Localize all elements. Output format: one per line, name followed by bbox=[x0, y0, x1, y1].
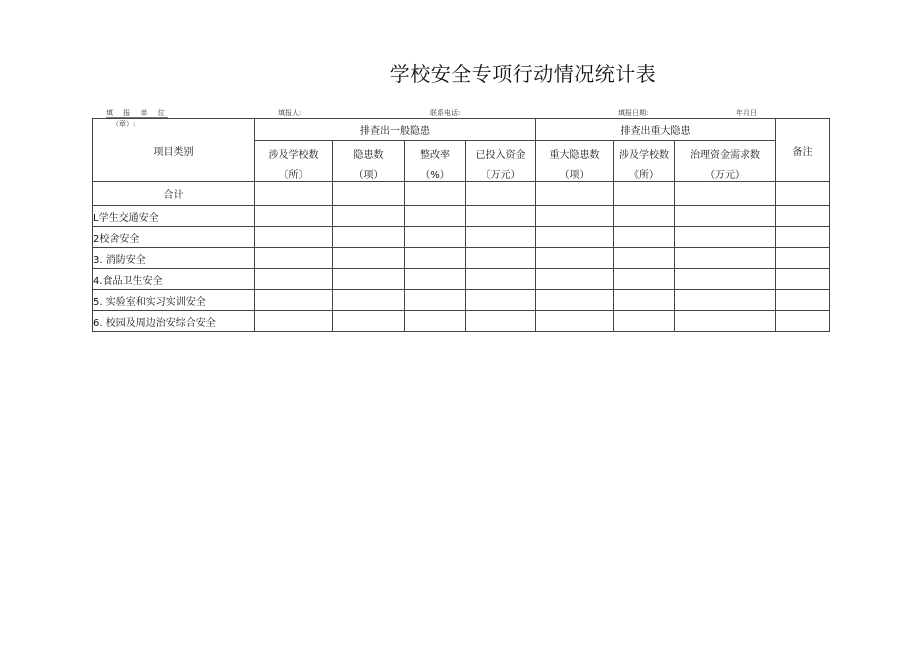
table-cell[interactable] bbox=[675, 227, 776, 248]
table-cell[interactable] bbox=[333, 227, 405, 248]
col-header-rectification-rate: 整改率 bbox=[405, 141, 466, 167]
table-cell[interactable] bbox=[776, 227, 830, 248]
table-cell[interactable] bbox=[536, 227, 614, 248]
total-label: 合计 bbox=[93, 182, 255, 206]
total-row bbox=[93, 182, 830, 206]
table-row bbox=[93, 311, 830, 332]
col-unit-schools-general: 〔所〕 bbox=[255, 166, 333, 182]
table-cell[interactable] bbox=[614, 182, 675, 206]
row-label-building-safety: 2校舍安全 bbox=[93, 227, 255, 248]
category-header: 项目类别 bbox=[93, 119, 255, 182]
report-unit-label: 填 报 单 位 bbox=[106, 109, 169, 117]
table-cell[interactable] bbox=[333, 206, 405, 227]
general-hazards-header: 排查出一般隐患 bbox=[255, 119, 536, 141]
table-cell[interactable] bbox=[405, 182, 466, 206]
table-cell[interactable] bbox=[776, 290, 830, 311]
table-cell[interactable] bbox=[536, 269, 614, 290]
table-cell[interactable] bbox=[675, 290, 776, 311]
table-cell[interactable] bbox=[776, 248, 830, 269]
phone-label: 联系电话: bbox=[430, 109, 461, 117]
table-cell[interactable] bbox=[333, 182, 405, 206]
table-cell[interactable] bbox=[255, 248, 333, 269]
table-cell[interactable] bbox=[536, 182, 614, 206]
col-unit-rectification-rate: （%） bbox=[405, 166, 466, 182]
table-cell[interactable] bbox=[776, 311, 830, 332]
table-cell[interactable] bbox=[466, 290, 536, 311]
table-row bbox=[93, 290, 830, 311]
seal-label: （章）: bbox=[112, 120, 136, 128]
table-cell[interactable] bbox=[466, 269, 536, 290]
year-month-day-label: 年月日 bbox=[736, 109, 757, 117]
table-cell[interactable] bbox=[466, 248, 536, 269]
table-cell[interactable] bbox=[776, 269, 830, 290]
table-cell[interactable] bbox=[466, 206, 536, 227]
table-cell[interactable] bbox=[614, 290, 675, 311]
col-unit-funds-invested: 〔万元） bbox=[466, 166, 536, 182]
table-cell[interactable] bbox=[333, 248, 405, 269]
col-header-hazard-count: 隐患数 bbox=[333, 141, 405, 167]
table-cell[interactable] bbox=[776, 182, 830, 206]
table-cell[interactable] bbox=[255, 206, 333, 227]
col-header-funds-needed: 治理资金需求数 bbox=[675, 141, 776, 167]
col-header-funds-invested: 已投入资金 bbox=[466, 141, 536, 167]
row-label-campus-security: 6. 校园及周边治安综合安全 bbox=[93, 311, 255, 332]
table-cell[interactable] bbox=[776, 206, 830, 227]
page-title: 学校安全专项行动情况统计表 bbox=[389, 62, 657, 86]
remarks-header: 备注 bbox=[776, 119, 830, 182]
table-cell[interactable] bbox=[536, 206, 614, 227]
table-cell[interactable] bbox=[255, 182, 333, 206]
table-cell[interactable] bbox=[405, 206, 466, 227]
table-cell[interactable] bbox=[466, 227, 536, 248]
table-cell[interactable] bbox=[466, 182, 536, 206]
col-unit-hazard-count: （项） bbox=[333, 166, 405, 182]
col-header-schools-general: 涉及学校数 bbox=[255, 141, 333, 167]
col-header-schools-major: 涉及学校数 bbox=[614, 141, 675, 167]
col-unit-schools-major: 《所） bbox=[614, 166, 675, 182]
table-cell[interactable] bbox=[255, 290, 333, 311]
filler-label: 填报人: bbox=[278, 109, 302, 117]
table-row bbox=[93, 227, 830, 248]
table-cell[interactable] bbox=[614, 311, 675, 332]
table-row bbox=[93, 248, 830, 269]
row-label-food-safety: 4.食品卫生安全 bbox=[93, 269, 255, 290]
table-cell[interactable] bbox=[255, 311, 333, 332]
table-cell[interactable] bbox=[675, 269, 776, 290]
table-cell[interactable] bbox=[536, 311, 614, 332]
col-header-major-hazard-count: 重大隐患数 bbox=[536, 141, 614, 167]
table-cell[interactable] bbox=[405, 269, 466, 290]
table-cell[interactable] bbox=[405, 311, 466, 332]
table-cell[interactable] bbox=[675, 206, 776, 227]
group-header-row bbox=[93, 119, 830, 141]
statistics-table bbox=[92, 118, 830, 332]
row-label-fire-safety: 3. 消防安全 bbox=[93, 248, 255, 269]
table-cell[interactable] bbox=[614, 206, 675, 227]
table-cell[interactable] bbox=[405, 227, 466, 248]
table-cell[interactable] bbox=[255, 227, 333, 248]
table-cell[interactable] bbox=[405, 248, 466, 269]
table-cell[interactable] bbox=[675, 311, 776, 332]
table-cell[interactable] bbox=[466, 311, 536, 332]
table-cell[interactable] bbox=[333, 311, 405, 332]
table-cell[interactable] bbox=[405, 290, 466, 311]
row-label-traffic-safety: L学生交通安全 bbox=[93, 206, 255, 227]
table-cell[interactable] bbox=[333, 269, 405, 290]
table-cell[interactable] bbox=[614, 248, 675, 269]
table-row bbox=[93, 269, 830, 290]
table-row bbox=[93, 206, 830, 227]
table-cell[interactable] bbox=[333, 290, 405, 311]
col-unit-major-hazard-count: （项） bbox=[536, 166, 614, 182]
row-label-lab-safety: 5. 实验室和实习实训安全 bbox=[93, 290, 255, 311]
col-unit-funds-needed: （万元） bbox=[675, 166, 776, 182]
table-cell[interactable] bbox=[614, 269, 675, 290]
table-cell[interactable] bbox=[675, 182, 776, 206]
table-cell[interactable] bbox=[614, 227, 675, 248]
table-cell[interactable] bbox=[536, 290, 614, 311]
report-date-label: 填报日期: bbox=[618, 109, 649, 117]
table-cell[interactable] bbox=[255, 269, 333, 290]
major-hazards-header: 排查出重大隐患 bbox=[536, 119, 776, 141]
table-cell[interactable] bbox=[675, 248, 776, 269]
table-cell[interactable] bbox=[536, 248, 614, 269]
